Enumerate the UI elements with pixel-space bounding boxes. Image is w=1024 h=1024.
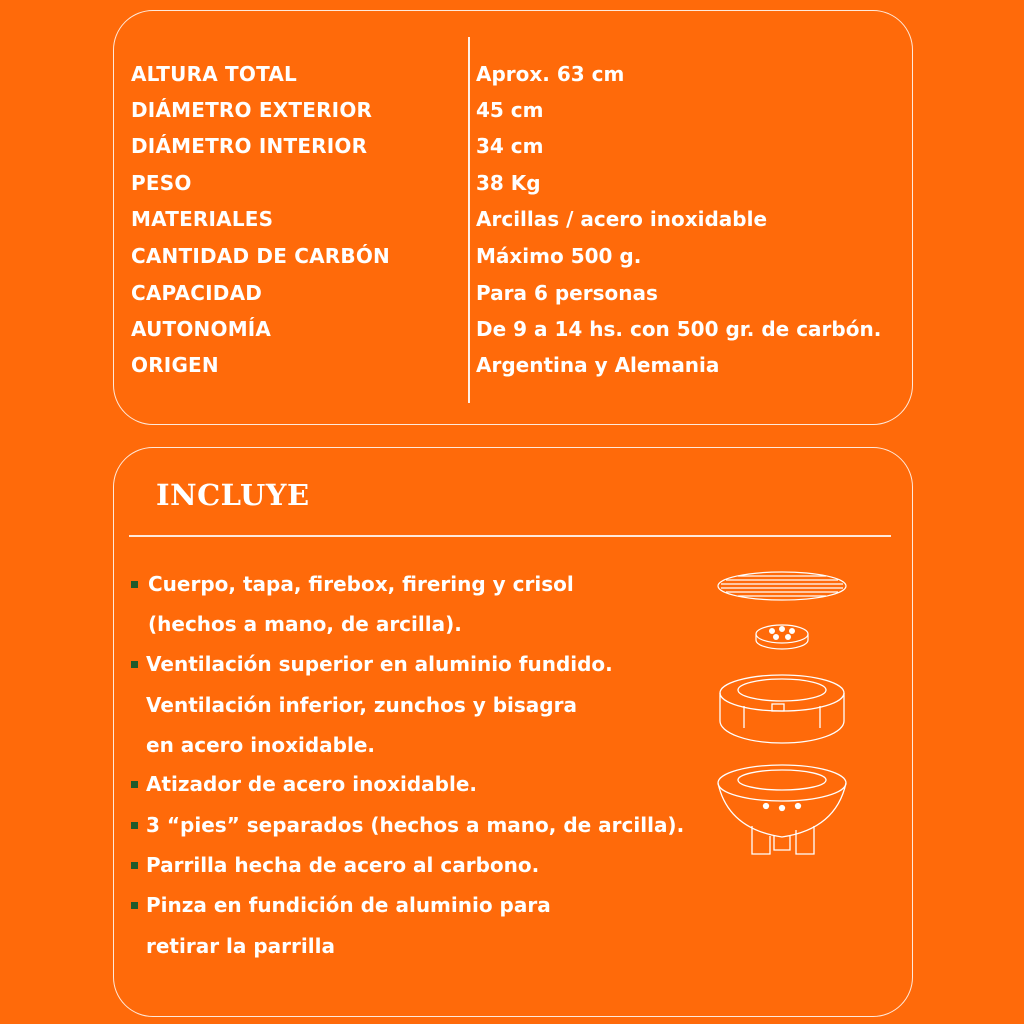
- bullet-icon: [131, 862, 138, 869]
- spec-value: 45 cm: [476, 98, 544, 122]
- include-item-text: en acero inoxidable.: [146, 733, 375, 757]
- spec-label: ORIGEN: [131, 353, 219, 377]
- spec-label: DIÁMETRO INTERIOR: [131, 134, 368, 158]
- bullet-icon: [131, 822, 138, 829]
- spec-label: ALTURA TOTAL: [131, 62, 297, 86]
- includes-panel: [113, 447, 913, 1017]
- include-item-text: 3 “pies” separados (hechos a mano, de arcilla).: [146, 813, 685, 837]
- bullet-icon: [131, 661, 138, 668]
- firebox-base-icon: [718, 765, 846, 854]
- spec-value: De 9 a 14 hs. con 500 gr. de carbón.: [476, 317, 882, 341]
- includes-title: INCLUYE: [156, 478, 310, 512]
- spec-row: [114, 134, 912, 166]
- spec-label: CAPACIDAD: [131, 281, 263, 305]
- spec-label: PESO: [131, 171, 192, 195]
- spec-label: AUTONOMÍA: [131, 317, 272, 341]
- top-vent-icon: [756, 625, 808, 649]
- grill-grate-icon: [718, 572, 846, 600]
- spec-value: Máximo 500 g.: [476, 244, 642, 268]
- spec-value: Argentina y Alemania: [476, 353, 720, 377]
- bullet-icon: [131, 902, 138, 909]
- spec-label: MATERIALES: [131, 207, 274, 231]
- spec-value: Arcillas / acero inoxidable: [476, 207, 768, 231]
- spec-row: [114, 207, 912, 239]
- include-item-text: (hechos a mano, de arcilla).: [148, 612, 462, 636]
- spec-row: [114, 353, 912, 385]
- bullet-icon: [131, 781, 138, 788]
- include-item-text: Parrilla hecha de acero al carbono.: [146, 853, 540, 877]
- specifications-panel: [113, 10, 913, 425]
- include-item-text: Cuerpo, tapa, firebox, firering y crisol: [148, 572, 574, 596]
- spec-value: Aprox. 63 cm: [476, 62, 625, 86]
- title-divider: [129, 535, 891, 537]
- lid-icon: [720, 675, 844, 743]
- kamado-parts-illustration: [714, 568, 854, 888]
- spec-label: DIÁMETRO EXTERIOR: [131, 98, 373, 122]
- spec-row: [114, 62, 912, 94]
- include-item-text: Ventilación inferior, zunchos y bisagra: [146, 693, 577, 717]
- include-item-text: Atizador de acero inoxidable.: [146, 772, 477, 796]
- spec-row: [114, 171, 912, 203]
- spec-row: [114, 281, 912, 313]
- spec-value: Para 6 personas: [476, 281, 658, 305]
- spec-row: [114, 317, 912, 349]
- spec-row: [114, 244, 912, 276]
- spec-value: 38 Kg: [476, 171, 541, 195]
- spec-value: 34 cm: [476, 134, 544, 158]
- include-item-text: retirar la parrilla: [146, 934, 335, 958]
- bullet-icon: [131, 581, 138, 588]
- spec-label: CANTIDAD DE CARBÓN: [131, 244, 390, 268]
- spec-row: [114, 98, 912, 130]
- include-item-text: Ventilación superior en aluminio fundido.: [146, 652, 613, 676]
- include-item-text: Pinza en fundición de aluminio para: [146, 893, 551, 917]
